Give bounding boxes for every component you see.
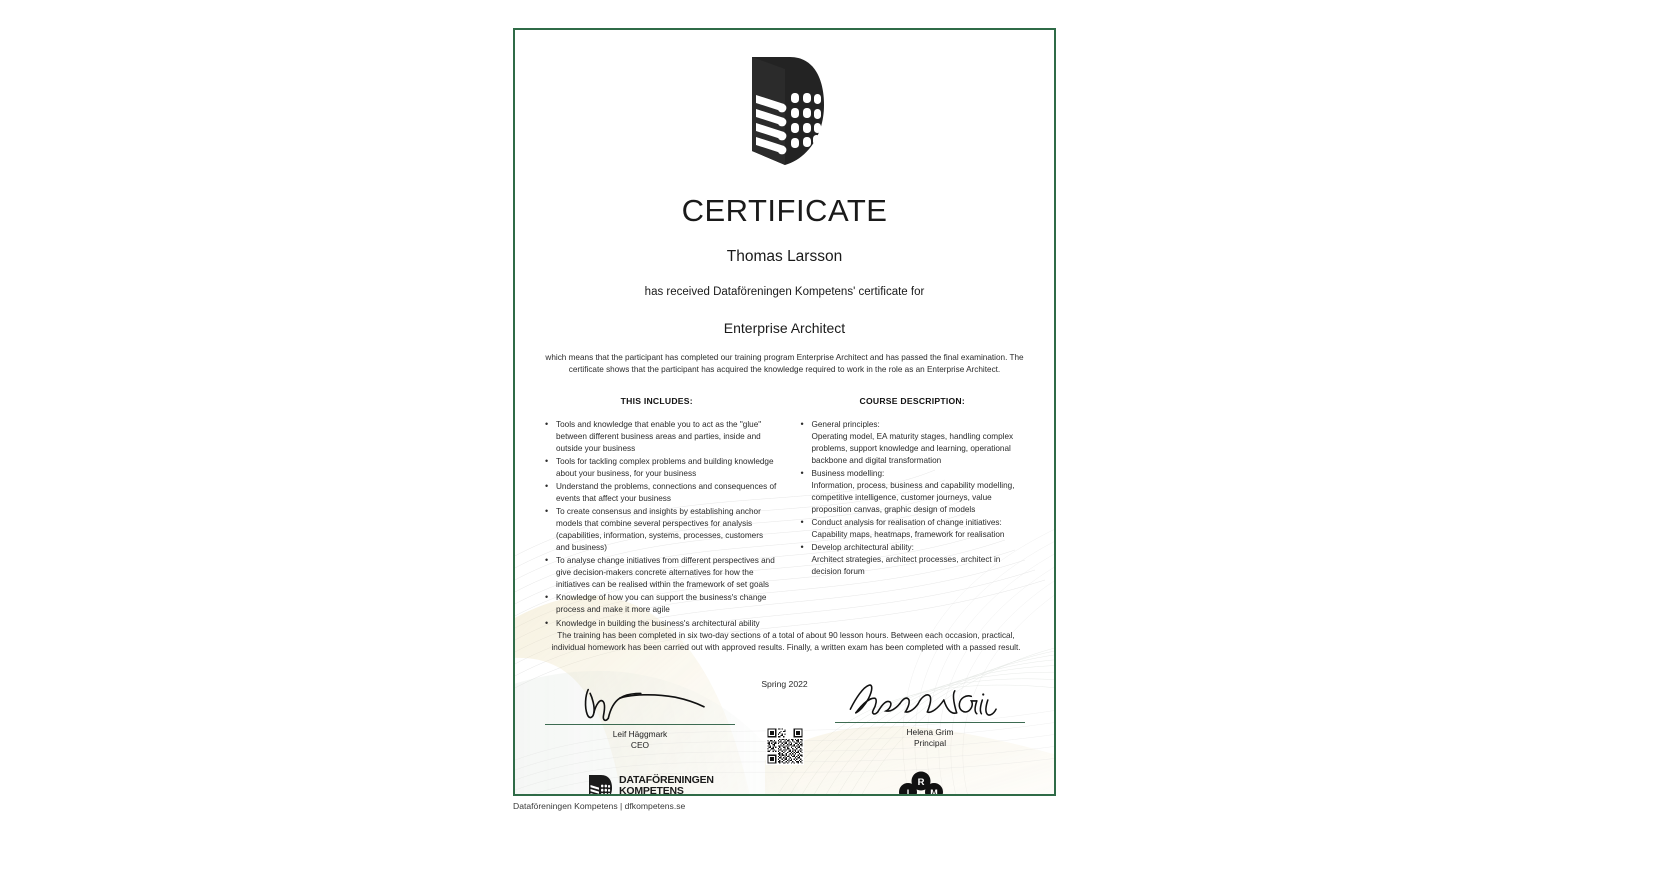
list-item	[812, 468, 1033, 516]
this-includes-column	[537, 396, 777, 631]
list-item-title: • Conduct analysis for realisation of change initiatives:	[811, 518, 1002, 528]
certificate-blurb: which means that the participant has completed our training program Enterprise Architect and has passed the final examination. The certificate shows that the participant has acquired the knowledge required to work in the role as an Enterprise Architect.	[545, 353, 1024, 374]
signature-block-ceo	[545, 680, 735, 751]
course-description-list	[793, 419, 1033, 579]
details-columns	[515, 396, 1054, 631]
list-item	[812, 419, 1033, 467]
signature-rule	[835, 722, 1025, 723]
dfk-wordmark	[619, 775, 714, 796]
program-name: Enterprise Architect	[723, 320, 846, 336]
signature-helena-grim-icon	[843, 678, 1017, 722]
dfk-mark-icon	[587, 774, 613, 796]
page-footer-text: Dataföreningen Kompetens | dfkompetens.se	[513, 801, 686, 811]
list-item	[812, 517, 1033, 541]
training-footnote: The training has been completed in six two-day sections of a total of about 90 lesson hours. Between each occasion, practical, individual homework has been carried out with approved results. Finally, a written exam has been completed with a passed result.	[551, 631, 1021, 653]
certificate-page	[513, 28, 1056, 796]
list-item: • Tools for tackling complex problems and building knowledge about your business, for your business	[556, 456, 777, 480]
svg-text:R: R	[917, 777, 925, 788]
signature-name: Helena Grim	[906, 727, 954, 737]
list-item: • Tools and knowledge that enable you to act as the "glue" between different business areas and parties, inside and outside your business	[556, 419, 777, 455]
dfk-shield-logo	[515, 30, 1054, 167]
received-statement: has received Dataföreningen Kompetens' certificate for	[644, 286, 925, 298]
list-item: • Knowledge in building the business's architectural ability	[556, 618, 777, 630]
signature-leif-haggmark-icon	[549, 680, 731, 724]
list-item: • Knowledge of how you can support the business's change process and make it more agile	[556, 592, 777, 616]
list-item-detail: Information, process, business and capability modelling, competitive intelligence, customer journeys, value proposition canvas, graphic design of models	[811, 481, 1015, 515]
course-description-heading: COURSE DESCRIPTION:	[859, 395, 965, 406]
list-item: • To analyse change initiatives from different perspectives and give decision-makers concrete alternatives for how the initiatives can be realised within the framework of set goals	[556, 555, 777, 591]
signature-name: Leif Häggmark	[612, 729, 668, 739]
dfk-line2: KOMPETENS	[619, 785, 684, 796]
list-item-title: • General principles:	[811, 419, 880, 429]
list-item-detail: Capability maps, heatmaps, framework for realisation	[811, 530, 1005, 540]
course-description-column	[793, 396, 1033, 631]
list-item: • Understand the problems, connections and consequences of events that affect your business	[556, 481, 777, 505]
list-item-detail: Operating model, EA maturity stages, handling complex problems, support knowledge and learning, operational backbone and digital transformation	[811, 431, 1014, 465]
svg-text:M: M	[930, 788, 938, 798]
issue-date: Spring 2022	[761, 679, 808, 689]
qr-code[interactable]	[766, 727, 804, 765]
irm-logo	[896, 771, 946, 796]
list-item-detail: Architect strategies, architect processes, architect in decision forum	[811, 555, 1001, 577]
list-item: • To create consensus and insights by establishing anchor models that combine several perspectives for analysis (capabilities, information, systems, processes, customers and business)	[556, 506, 777, 554]
recipient-name: Thomas Larsson	[726, 248, 843, 265]
list-item	[812, 542, 1033, 578]
dfk-footer-logo	[587, 774, 714, 796]
svg-text:I: I	[906, 788, 910, 798]
signature-rule	[545, 724, 735, 725]
signature-role: CEO	[630, 739, 650, 750]
dfk-line1: DATAFÖRENINGEN	[619, 773, 714, 786]
signature-role: Principal	[913, 737, 947, 748]
this-includes-heading: THIS INCLUDES:	[620, 395, 693, 406]
page-title: CERTIFICATE	[681, 193, 888, 228]
signature-block-principal	[835, 678, 1025, 749]
this-includes-list	[537, 419, 777, 630]
list-item-title: • Business modelling:	[811, 468, 885, 478]
list-item-title: • Develop architectural ability:	[811, 543, 914, 553]
